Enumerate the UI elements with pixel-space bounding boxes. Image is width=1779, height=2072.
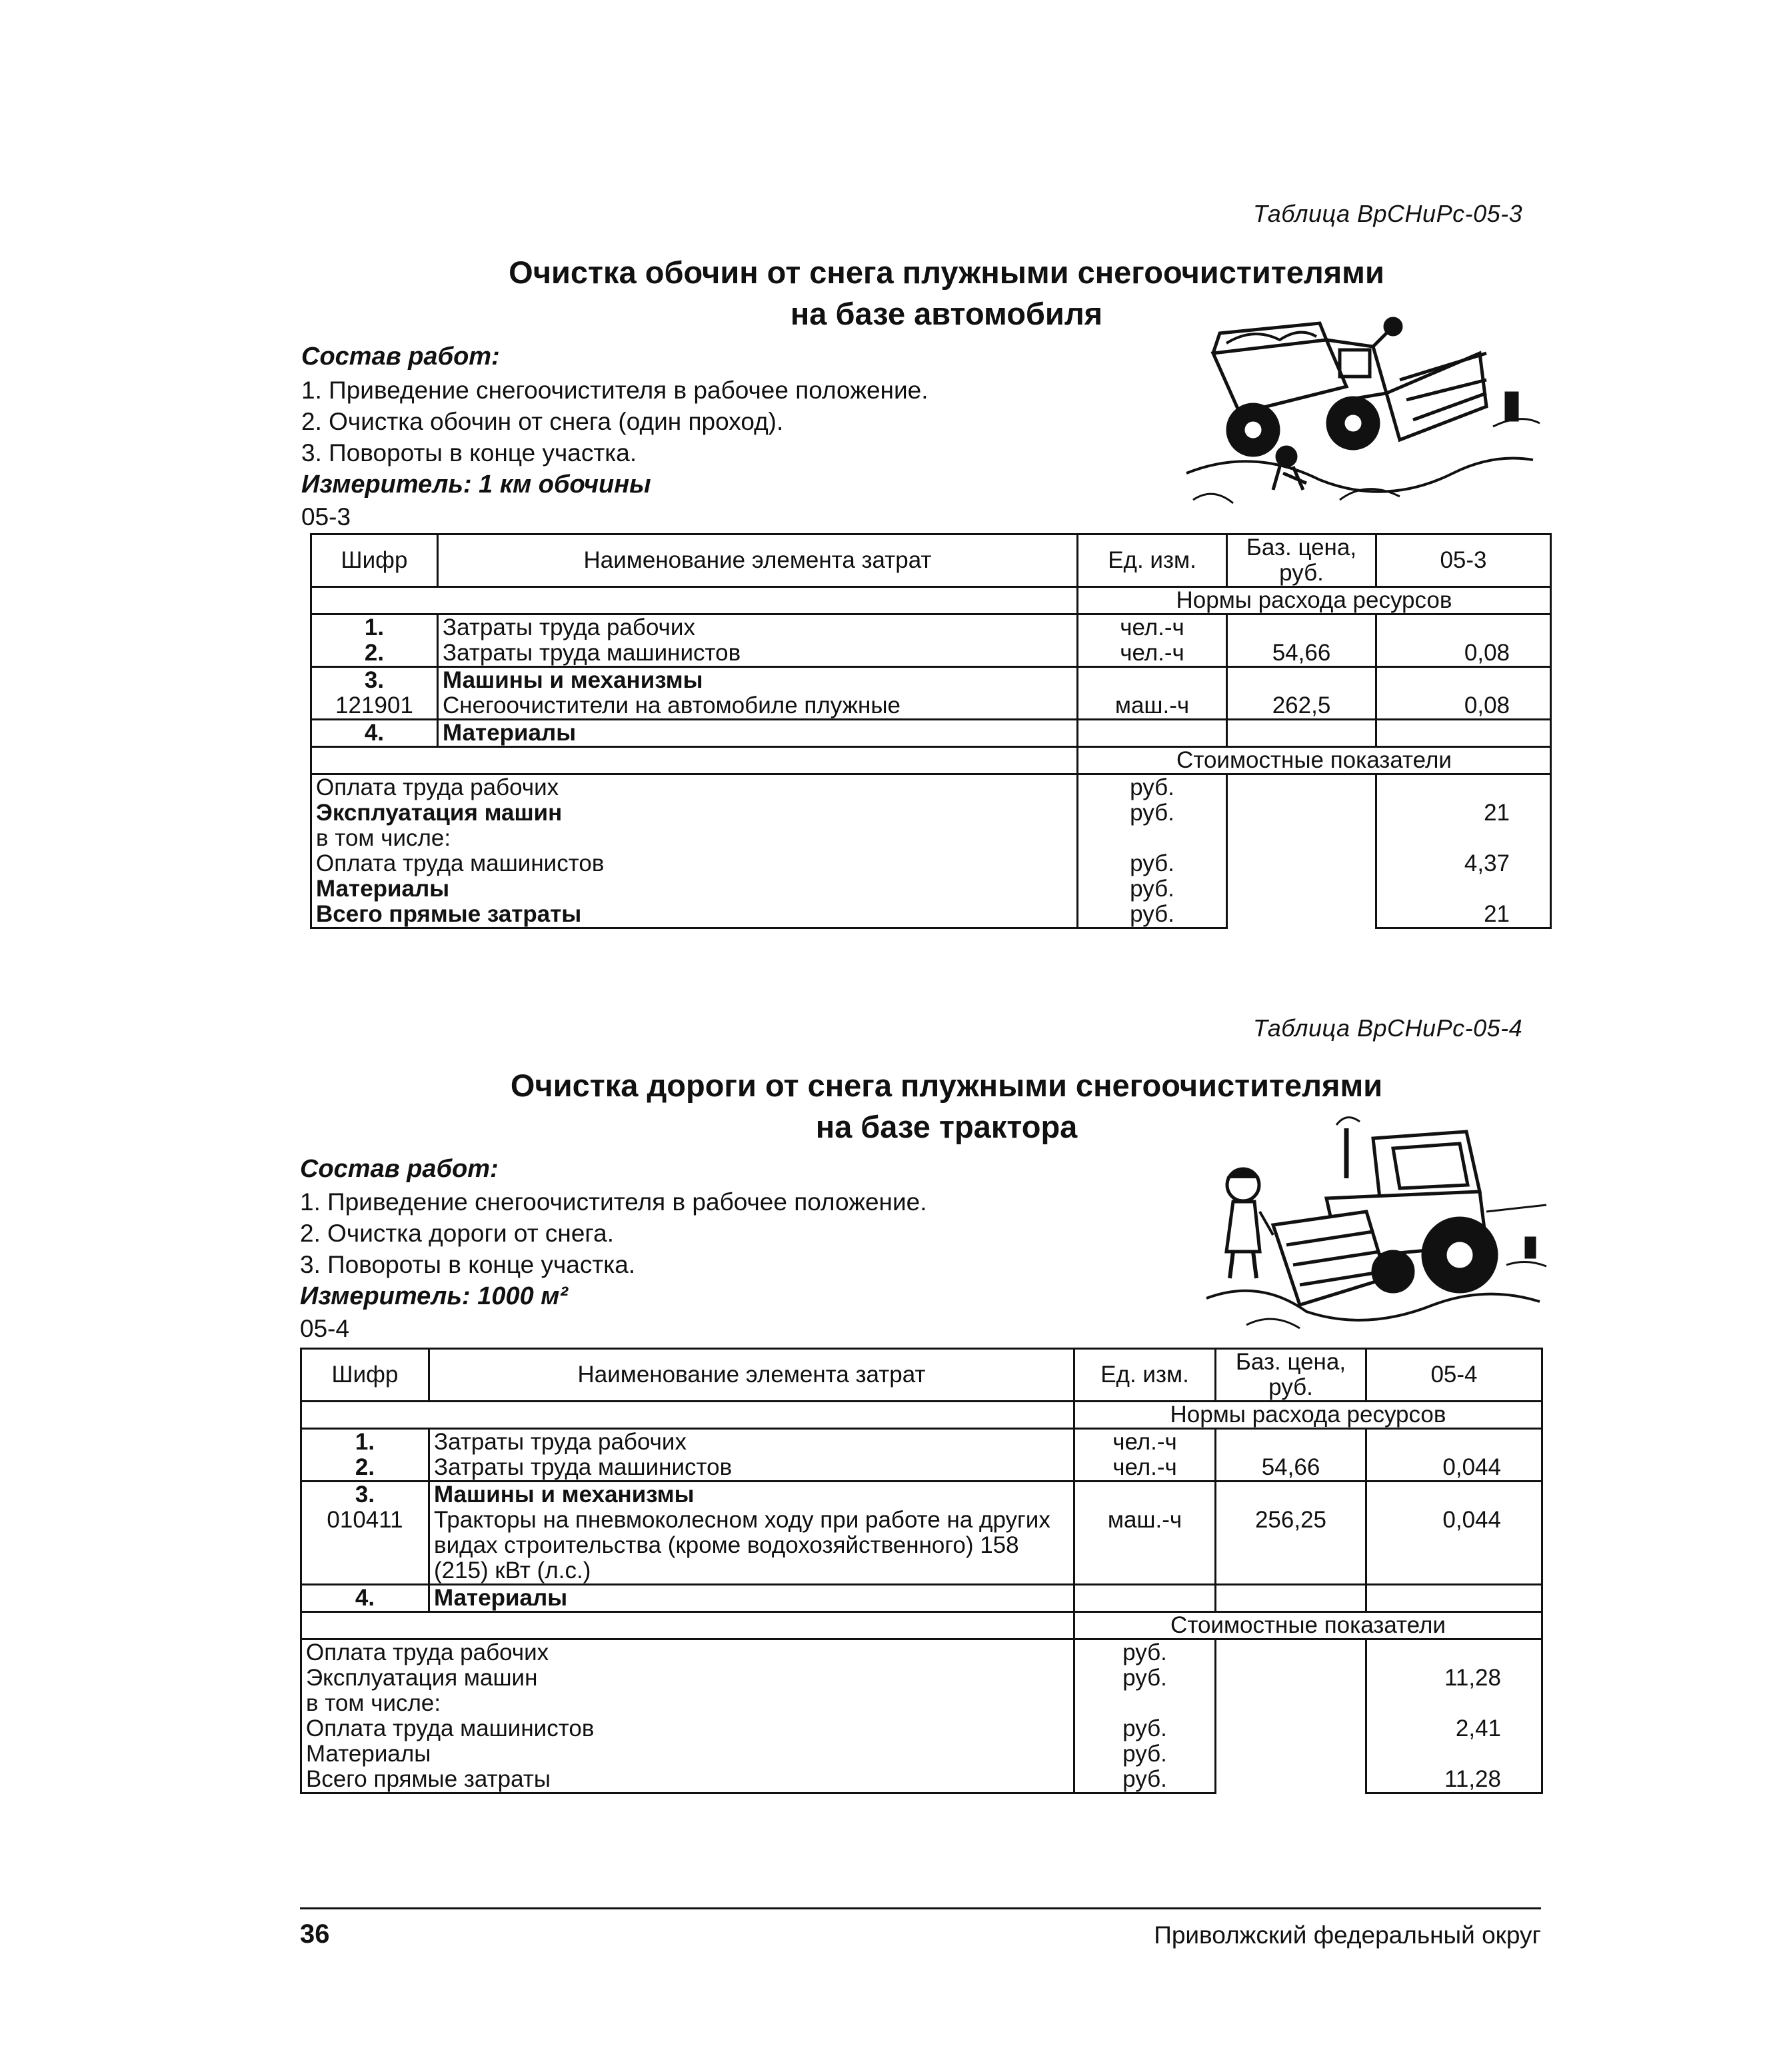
table-code: 05-3 [301, 503, 351, 530]
composition-label: Состав работ: [300, 1155, 499, 1183]
row-unit [1078, 720, 1227, 747]
norms-label: Нормы расхода ресурсов [1074, 1402, 1542, 1429]
row-name: Материалы [438, 720, 1078, 747]
row-unit: чел.-ч [1078, 614, 1227, 641]
cost-name: Материалы [301, 1741, 1074, 1767]
header-code: Шифр [311, 534, 438, 587]
cost-spacer [301, 1612, 1074, 1639]
norms-spacer [311, 587, 1078, 614]
cost-unit: руб. [1074, 1767, 1216, 1793]
header-code: Шифр [301, 1349, 429, 1402]
cost-label: Стоимостные показатели [1074, 1612, 1542, 1639]
footer-region: Приволжский федеральный округ [1154, 1921, 1541, 1949]
cost-unit: руб. [1074, 1665, 1216, 1691]
table-row [311, 720, 1551, 747]
cost-unit: руб. [1078, 902, 1227, 928]
row-code: 4. [311, 720, 438, 747]
row-code: 1. [301, 1429, 429, 1456]
row-code: 1. [311, 614, 438, 641]
resource-table [310, 533, 1552, 929]
cost-value [1366, 1741, 1542, 1767]
cost-name: Эксплуатация машин [301, 1665, 1074, 1691]
cost-label: Стоимостные показатели [1078, 747, 1551, 774]
header-price: Баз. цена, руб. [1227, 534, 1376, 587]
cost-unit: руб. [1078, 774, 1227, 801]
cost-name: в том числе: [311, 826, 1078, 851]
row-unit [1074, 1585, 1216, 1612]
row-unit: чел.-ч [1074, 1429, 1216, 1456]
cost-value: 4,37 [1376, 851, 1551, 876]
title-line-2: на базе трактора [815, 1109, 1078, 1144]
row-value [1376, 720, 1551, 747]
row-code: 010411 [301, 1508, 429, 1585]
title-line-1: Очистка обочин от снега плужными снегоочистителями [509, 255, 1384, 290]
header-name: Наименование элемента затрат [429, 1349, 1074, 1402]
row-name: Затраты труда машинистов [438, 640, 1078, 667]
row-price: 262,5 [1227, 667, 1376, 720]
cost-price-column [1216, 1639, 1366, 1793]
header-price: Баз. цена, руб. [1216, 1349, 1366, 1402]
work-step: 2. Очистка дороги от снега. [300, 1220, 614, 1247]
cost-name: Всего прямые затраты [311, 902, 1078, 928]
row-name: Машины и механизмы [429, 1482, 1074, 1508]
cost-name: Эксплуатация машин [311, 800, 1078, 826]
header-unit: Ед. изм. [1078, 534, 1227, 587]
cost-value [1366, 1691, 1542, 1716]
row-unit: чел.-ч [1074, 1455, 1216, 1482]
cost-row [311, 774, 1551, 801]
snowplow-truck-illustration [1173, 313, 1546, 520]
header-column-code: 05-3 [1376, 534, 1551, 587]
cost-value: 21 [1376, 800, 1551, 826]
row-code: 3. [301, 1482, 429, 1508]
row-price [1216, 1585, 1366, 1612]
table-row [301, 1482, 1542, 1508]
row-name: Машины и механизмы [438, 667, 1078, 694]
cost-spacer [311, 747, 1078, 774]
measure-label: Измеритель: 1000 м² [300, 1282, 569, 1310]
cost-value [1376, 826, 1551, 851]
row-unit: маш.-ч [1074, 1482, 1216, 1585]
cost-unit: руб. [1074, 1741, 1216, 1767]
table-row [301, 1429, 1542, 1456]
header-column-code: 05-4 [1366, 1349, 1542, 1402]
norms-label: Нормы расхода ресурсов [1078, 587, 1551, 614]
title-line-2: на базе автомобиля [790, 296, 1103, 331]
cost-unit [1078, 826, 1227, 851]
row-price: 54,66 [1227, 614, 1376, 667]
tractor-illustration [1193, 1112, 1553, 1338]
row-name: Тракторы на пневмоколесном ходу при работе на других видах строительства (кроме водохозяйственного) 158 (215) кВт (л.с.) [429, 1508, 1074, 1585]
table-reference: Таблица ВрСНиРс-05-4 [1253, 1014, 1523, 1042]
row-price [1227, 720, 1376, 747]
row-price: 256,25 [1216, 1482, 1366, 1585]
cost-name: Материалы [311, 876, 1078, 902]
resource-table [300, 1348, 1543, 1794]
cost-row [301, 1639, 1542, 1666]
row-code: 121901 [311, 693, 438, 720]
norms-spacer [301, 1402, 1074, 1429]
row-unit: маш.-ч [1078, 667, 1227, 720]
cost-unit: руб. [1078, 851, 1227, 876]
row-name: Затраты труда рабочих [438, 614, 1078, 641]
table-code: 05-4 [300, 1315, 350, 1342]
cost-price-column [1227, 774, 1376, 928]
work-step: 2. Очистка обочин от снега (один проход). [301, 408, 784, 435]
cost-name: в том числе: [301, 1691, 1074, 1716]
footer-divider [300, 1907, 1541, 1909]
cost-name: Всего прямые затраты [301, 1767, 1074, 1793]
table-reference: Таблица ВрСНиРс-05-3 [1253, 200, 1523, 227]
row-name: Затраты труда рабочих [429, 1429, 1074, 1456]
header-unit: Ед. изм. [1074, 1349, 1216, 1402]
work-step: 3. Повороты в конце участка. [300, 1251, 636, 1278]
cost-value: 2,41 [1366, 1716, 1542, 1741]
row-code: 2. [311, 640, 438, 667]
table-row [301, 1585, 1542, 1612]
work-step: 1. Приведение снегоочистителя в рабочее положение. [300, 1188, 927, 1216]
cost-unit: руб. [1074, 1716, 1216, 1741]
cost-name: Оплата труда рабочих [301, 1639, 1074, 1666]
measure-label: Измеритель: 1 км обочины [301, 471, 651, 499]
cost-name: Оплата труда машинистов [301, 1716, 1074, 1741]
row-code: 2. [301, 1455, 429, 1482]
cost-unit: руб. [1078, 800, 1227, 826]
header-name: Наименование элемента затрат [438, 534, 1078, 587]
cost-value [1376, 876, 1551, 902]
composition-label: Состав работ: [301, 343, 500, 371]
table-row [311, 667, 1551, 694]
table-row [311, 614, 1551, 641]
title-line-1: Очистка дороги от снега плужными снегоочистителями [510, 1068, 1383, 1103]
row-value: 0,044 [1366, 1429, 1542, 1482]
row-value: 0,08 [1376, 614, 1551, 667]
row-value: 0,044 [1366, 1482, 1542, 1585]
row-name: Материалы [429, 1585, 1074, 1612]
row-name: Затраты труда машинистов [429, 1455, 1074, 1482]
row-code: 4. [301, 1585, 429, 1612]
page-number: 36 [300, 1919, 330, 1949]
row-name: Снегоочистители на автомобиле плужные [438, 693, 1078, 720]
row-unit: чел.-ч [1078, 640, 1227, 667]
cost-unit: руб. [1078, 876, 1227, 902]
cost-unit: руб. [1074, 1639, 1216, 1666]
cost-value [1376, 774, 1551, 801]
cost-name: Оплата труда машинистов [311, 851, 1078, 876]
cost-name: Оплата труда рабочих [311, 774, 1078, 801]
cost-unit [1074, 1691, 1216, 1716]
cost-value: 11,28 [1366, 1665, 1542, 1691]
work-step: 3. Повороты в конце участка. [301, 439, 637, 467]
work-step: 1. Приведение снегоочистителя в рабочее положение. [301, 377, 928, 404]
cost-value: 21 [1376, 902, 1551, 928]
row-price: 54,66 [1216, 1429, 1366, 1482]
cost-value [1366, 1639, 1542, 1666]
cost-value: 11,28 [1366, 1767, 1542, 1793]
row-value: 0,08 [1376, 667, 1551, 720]
row-code: 3. [311, 667, 438, 694]
row-value [1366, 1585, 1542, 1612]
